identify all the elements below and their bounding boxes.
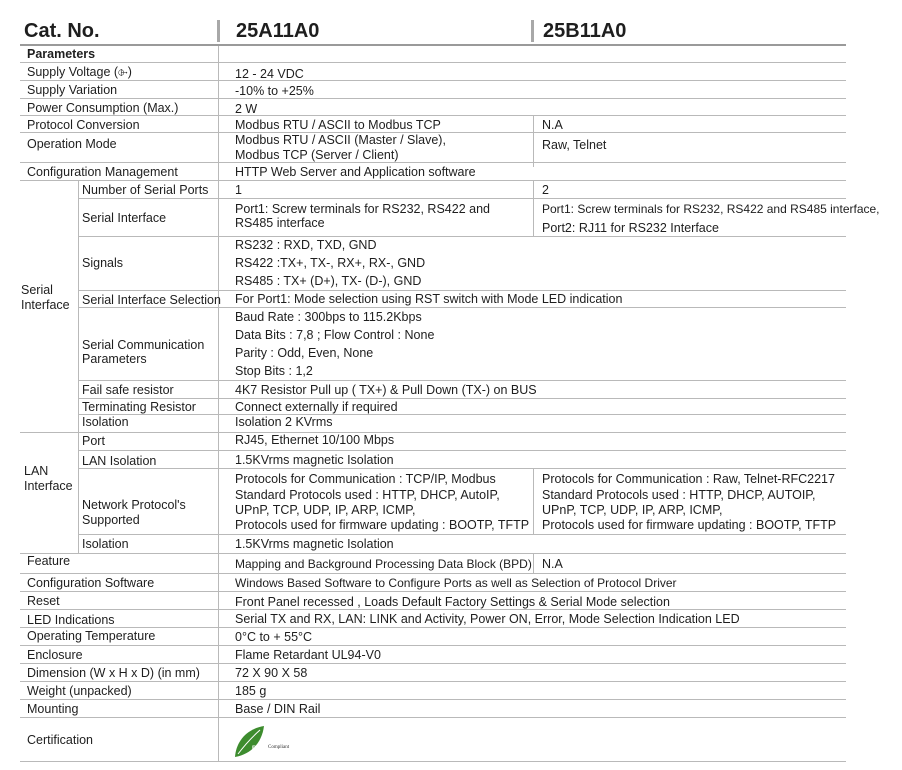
cat-no-label: Cat. No.: [24, 20, 100, 42]
failsafe-label: Fail safe resistor: [82, 383, 174, 397]
netproto-a-comm: Protocols for Communication : TCP/IP, Modbus: [235, 472, 496, 486]
config-management-value: HTTP Web Server and Application software: [235, 165, 476, 179]
lan-group-label-b: Interface: [24, 479, 73, 493]
rule: [20, 717, 846, 718]
network-protocols-label-a: Network Protocol's: [82, 498, 186, 512]
serial-group-label-a: Serial: [21, 283, 53, 297]
netproto-b-firmware: Protocols used for firmware updating : BOOTP, TFTP: [542, 518, 837, 532]
col-divider-models-b: [533, 180, 534, 236]
serial-interface-value-b1: Port1: Screw terminals for RS232, RS422 and RS485 interface,: [542, 202, 880, 216]
comm-parity: Parity : Odd, Even, None: [235, 346, 374, 360]
op-temp-label: Operating Temperature: [27, 629, 156, 643]
power-value: 2 W: [235, 102, 258, 116]
model-25a11a0-header: 25A11A0: [236, 20, 320, 42]
serial-interface-value-b2: Port2: RJ11 for RS232 Interface: [542, 221, 719, 235]
rule: [20, 591, 846, 592]
num-serial-ports-value-b: 2: [542, 183, 549, 197]
feature-value-b: N.A: [542, 557, 563, 571]
supply-voltage-value: 12 - 24 VDC: [235, 67, 304, 81]
rule: [78, 398, 846, 399]
signals-rs232: RS232 : RXD, TXD, GND: [235, 238, 377, 252]
signals-rs422: RS422 :TX+, TX-, RX+, RX-, GND: [235, 256, 426, 270]
lan-isolation2-label: Isolation: [82, 537, 129, 551]
header-rule: [20, 44, 846, 46]
enclosure-value: Flame Retardant UL94-V0: [235, 648, 381, 662]
signals-rs485: RS485 : TX+ (D+), TX- (D-), GND: [235, 274, 422, 288]
operation-mode-value-a1: Modbus RTU / ASCII (Master / Slave),: [235, 133, 446, 147]
col-divider-models-c: [533, 468, 534, 534]
protocol-conversion-label: Protocol Conversion: [27, 118, 140, 132]
rule: [78, 290, 846, 291]
lan-isolation-label: LAN Isolation: [82, 454, 157, 468]
terminating-value: Connect externally if required: [235, 400, 398, 414]
rule: [20, 761, 846, 762]
rule: [20, 645, 846, 646]
weight-label: Weight (unpacked): [27, 684, 132, 698]
lan-group-label-a: LAN: [24, 464, 49, 478]
interface-selection-label: Serial Interface Selection: [82, 293, 221, 307]
rohs-leaf-icon: [232, 724, 302, 758]
rule: [20, 663, 846, 664]
terminating-label: Terminating Resistor: [82, 400, 196, 414]
rule: [20, 681, 846, 682]
comm-params-label-a: Serial Communication: [82, 338, 205, 352]
netproto-a-standard-cont: UPnP, TCP, UDP, IP, ARP, ICMP,: [235, 503, 416, 517]
header-divider-1: [217, 20, 220, 42]
supply-variation-value: -10% to +25%: [235, 84, 314, 98]
rule: [20, 573, 846, 574]
comm-stopbits: Stop Bits : 1,2: [235, 364, 313, 378]
serial-interface-value-a1: Port1: Screw terminals for RS232, RS422 and: [235, 202, 490, 216]
serial-interface-label: Serial Interface: [82, 211, 167, 225]
operation-mode-label: Operation Mode: [27, 137, 117, 151]
netproto-b-comm: Protocols for Communication : Raw, Telnet-RFC2217: [542, 472, 835, 486]
section-parameters: Parameters: [27, 47, 96, 61]
netproto-a-firmware: Protocols used for firmware updating : BOOTP, TFTP: [235, 518, 530, 532]
rule: [20, 553, 846, 554]
serial-isolation-label: Isolation: [82, 415, 129, 429]
power-label: Power Consumption (Max.): [27, 101, 179, 115]
led-label: LED Indications: [27, 613, 115, 627]
dimension-value: 72 X 90 X 58: [235, 666, 308, 680]
protocol-conversion-value-a: Modbus RTU / ASCII to Modbus TCP: [235, 118, 441, 132]
lan-isolation2-value: 1.5KVrms magnetic Isolation: [235, 537, 394, 551]
dimension-label: Dimension (W x H x D) (in mm): [27, 666, 200, 680]
svg-text:RoHS: RoHS: [252, 746, 269, 752]
svg-text:Compliant: Compliant: [268, 745, 290, 750]
signals-label: Signals: [82, 256, 123, 270]
protocol-conversion-value-b: N.A: [542, 118, 563, 132]
supply-variation-label: Supply Variation: [27, 83, 118, 97]
led-value: Serial TX and RX, LAN: LINK and Activity, Power ON, Error, Mode Selection Indication LED: [235, 612, 740, 626]
lan-port-value: RJ45, Ethernet 10/100 Mbps: [235, 433, 395, 447]
netproto-b-standard-cont: UPnP, TCP, UDP, IP, ARP, ICMP,: [542, 503, 723, 517]
supply-voltage-label: Supply Voltage (⌱): [27, 65, 132, 79]
netproto-b-standard: Standard Protocols used : HTTP, DHCP, AUTOIP,: [542, 488, 816, 502]
model-25b11a0-header: 25B11A0: [543, 20, 627, 42]
config-management-label: Configuration Management: [27, 165, 178, 179]
netproto-a-standard: Standard Protocols used : HTTP, DHCP, AutoIP,: [235, 488, 500, 502]
col-divider-models-d: [533, 553, 534, 573]
num-serial-ports-value-a: 1: [235, 183, 242, 197]
col-divider-models-a: [533, 115, 534, 167]
rule: [78, 450, 846, 451]
reset-label: Reset: [27, 594, 60, 608]
config-software-value: Windows Based Software to Configure Ports as well as Selection of Protocol Driver: [235, 576, 677, 590]
lan-isolation-value: 1.5KVrms magnetic Isolation: [235, 453, 394, 467]
serial-group-label-b: Interface: [21, 298, 70, 312]
rule: [78, 534, 846, 535]
mounting-label: Mounting: [27, 702, 79, 716]
col-divider-main: [218, 44, 219, 761]
rule: [78, 380, 846, 381]
config-software-label: Configuration Software: [27, 576, 155, 590]
rule: [78, 198, 846, 199]
comm-databits: Data Bits : 7,8 ; Flow Control : None: [235, 328, 435, 342]
num-serial-ports-label: Number of Serial Ports: [82, 183, 209, 197]
rule: [20, 62, 846, 63]
header-divider-2: [531, 20, 534, 42]
failsafe-value: 4K7 Resistor Pull up ( TX+) & Pull Down (TX-) on BUS: [235, 383, 537, 397]
comm-baud: Baud Rate : 300bps to 115.2Kbps: [235, 310, 422, 324]
network-protocols-label-b: Supported: [82, 513, 140, 527]
comm-params-label-b: Parameters: [82, 352, 147, 366]
weight-value: 185 g: [235, 684, 267, 698]
op-temp-value: 0°C to + 55°C: [235, 630, 313, 644]
operation-mode-value-a2: Modbus TCP (Server / Client): [235, 148, 399, 162]
rule: [78, 468, 846, 469]
rule: [20, 432, 846, 433]
serial-isolation-value: Isolation 2 KVrms: [235, 415, 333, 429]
lan-port-label: Port: [82, 434, 105, 448]
rule: [20, 80, 846, 81]
interface-selection-value: For Port1: Mode selection using RST switch with Mode LED indication: [235, 292, 623, 306]
rule: [20, 627, 846, 628]
feature-value-a: Mapping and Background Processing Data Block (BPD): [235, 557, 532, 571]
feature-label: Feature: [27, 554, 71, 568]
mounting-value: Base / DIN Rail: [235, 702, 321, 716]
rule: [20, 180, 846, 181]
rule: [20, 162, 846, 163]
certification-label: Certification: [27, 733, 93, 747]
operation-mode-value-b: Raw, Telnet: [542, 138, 607, 152]
rule: [78, 236, 846, 237]
serial-interface-value-a2: RS485 interface: [235, 216, 325, 230]
rule: [20, 699, 846, 700]
rule: [20, 98, 846, 99]
enclosure-label: Enclosure: [27, 648, 83, 662]
reset-value: Front Panel recessed , Loads Default Factory Settings & Serial Mode selection: [235, 595, 670, 609]
